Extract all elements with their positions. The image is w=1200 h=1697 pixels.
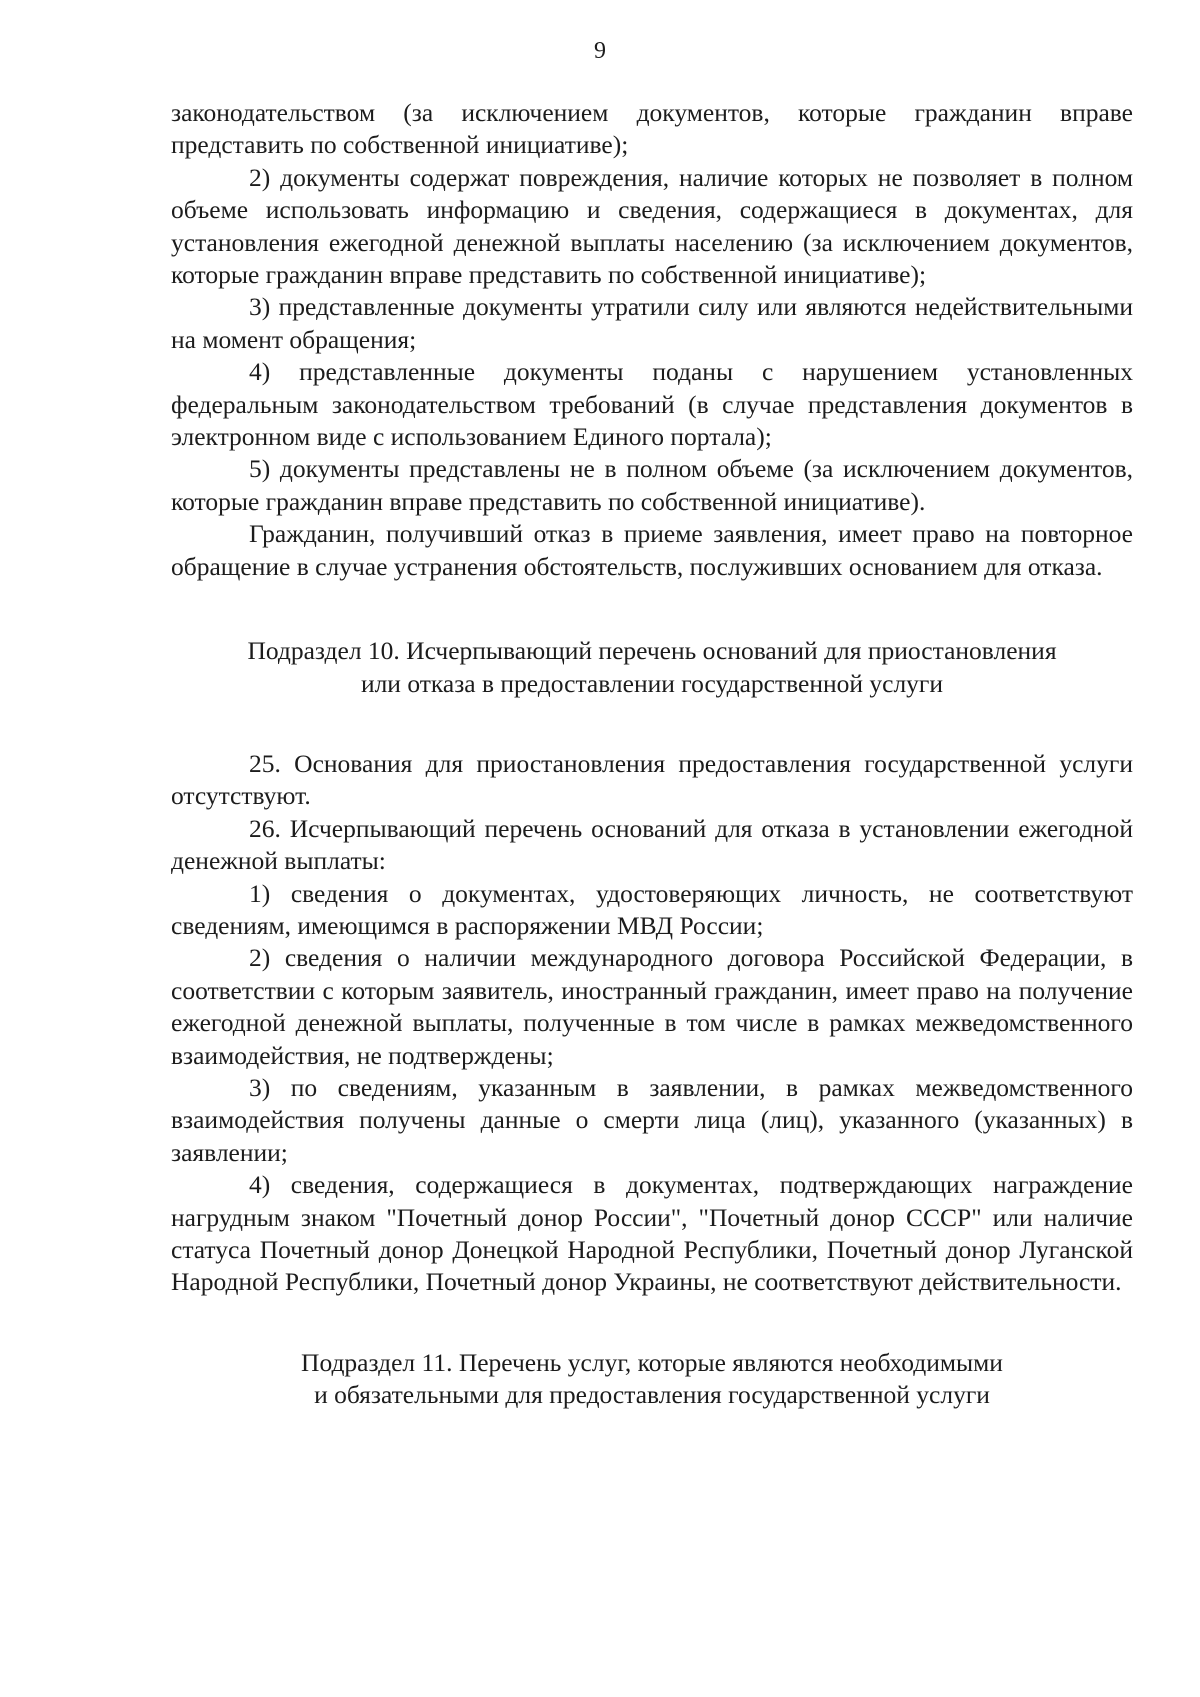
subsection-10-title-line-1: Подраздел 10. Исчерпывающий перечень оснований для приостановления: [247, 636, 1057, 666]
clause-26: 26. Исчерпывающий перечень оснований для отказа в установлении ежегодной денежной выплаты:: [171, 813, 1133, 876]
list-item-3: 3) представленные документы утратили силу или являются недействительными на момент обращения;: [171, 292, 1133, 354]
list-item-2: 2) документы содержат повреждения, наличие которых не позволяет в полном объеме использовать информацию и сведения, содержащиеся в документах, для установления ежегодной денежной выплаты населению (за исключением документов, которые гражданин вправе представить по собственной инициативе);: [171, 162, 1133, 290]
clause-26-item-1: 1) сведения о документах, удостоверяющих личность, не соответствуют сведениям, имеющимся в распоряжении МВД России;: [171, 878, 1133, 940]
clause-26-item-2: 2) сведения о наличии международного договора Российской Федерации, в соответствии с которым заявитель, иностранный гражданин, имеет право на получение ежегодной денежной выплаты, полученные в том числе в рамках межведомственного взаимодействия, не подтверждены;: [171, 943, 1133, 1070]
page-body: [171, 97, 1133, 1412]
subsection-10-heading: [171, 635, 1133, 700]
clause-26-item-3: 3) по сведениям, указанным в заявлении, в рамках межведомственного взаимодействия получены данные о смерти лица (лиц), указанного (указанных) в заявлении;: [171, 1072, 1133, 1167]
list-item-4: 4) представленные документы поданы с нарушением установленных федеральным законодательством требований (в случае представления документов в электронном виде с использованием Единого портала);: [171, 357, 1133, 452]
subsection-11-title-line-1: Подраздел 11. Перечень услуг, которые являются необходимыми: [301, 1347, 1003, 1377]
subsection-11-heading: [171, 1347, 1133, 1412]
clause-26-item-4: 4) сведения, содержащиеся в документах, подтверждающих награждение нагрудным знаком "Почетный донор России", "Почетный донор СССР" или наличие статуса Почетный донор Донецкой Народной Республики, Почетный донор Луганской Народной Республики, Почетный донор Украины, не соответствуют действительности.: [171, 1170, 1133, 1297]
subsection-10-title-line-2: или отказа в предоставлении государственной услуги: [360, 668, 944, 698]
subsection-10-body: [171, 748, 1133, 1299]
clause-25: 25. Основания для приостановления предоставления государственной услуги отсутствуют.: [171, 748, 1133, 811]
list-item-5: 5) документы представлены не в полном объеме (за исключением документов, которые гражданин вправе представить по собственной инициативе).: [171, 454, 1133, 516]
subsection-11-title-line-2: и обязательными для предоставления государственной услуги: [314, 1380, 990, 1410]
paragraph-refusal-right: Гражданин, получивший отказ в приеме заявления, имеет право на повторное обращение в случае устранения обстоятельств, послуживших основанием для отказа.: [171, 519, 1133, 581]
page-number: 9: [594, 38, 606, 64]
paragraph-continuation: законодательством (за исключением документов, которые гражданин вправе представить по собственной инициативе);: [171, 98, 1133, 160]
